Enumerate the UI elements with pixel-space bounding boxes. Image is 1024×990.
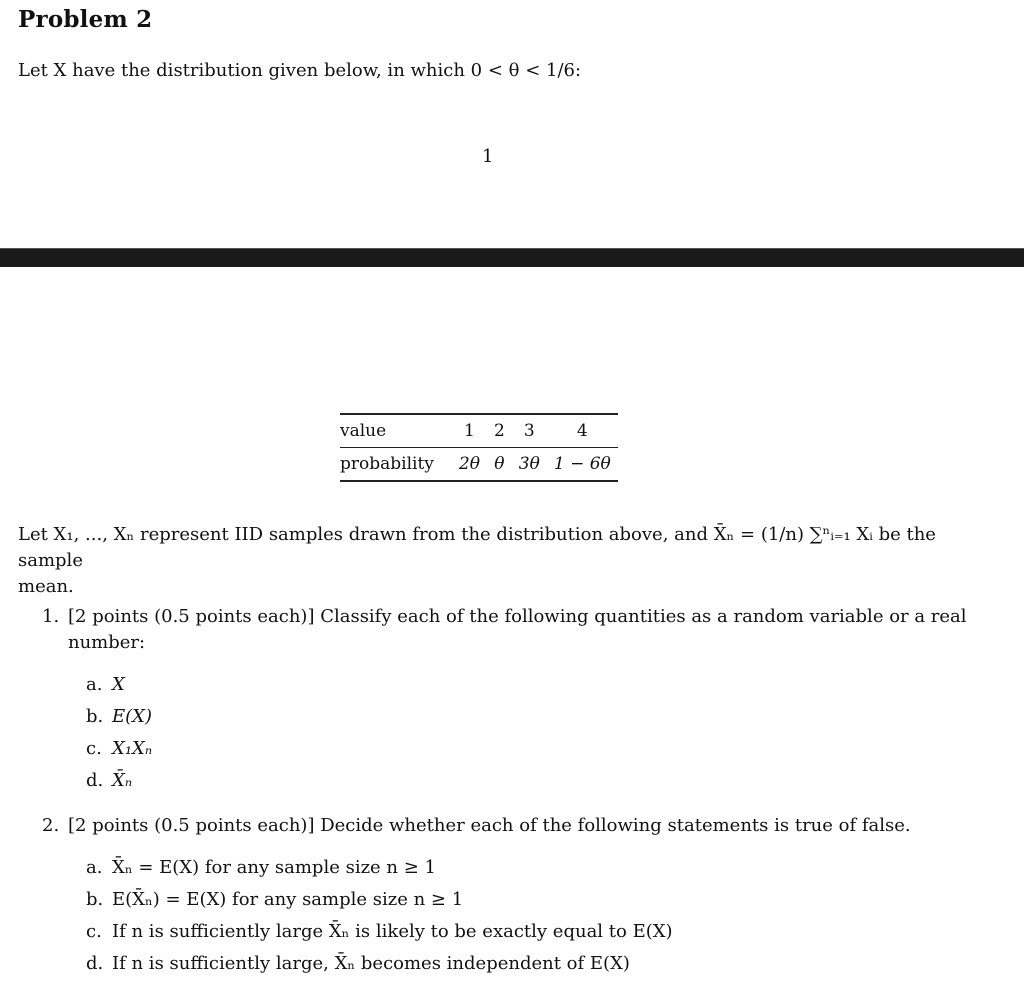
item-text: X̄ₙ [112,770,133,791]
list-item [86,738,152,759]
table-prob-cell: 3θ [518,454,540,474]
item-letter: a. [86,857,103,878]
table-prob-cell: 1 − 6θ [553,454,611,474]
list-item [86,953,630,974]
list-item [86,770,132,791]
setup-line: mean. [18,576,74,597]
list-item [86,706,152,727]
table-row [340,414,618,448]
table-prob-cell: 2θ [458,454,480,474]
item-text: X [112,674,125,695]
setup-paragraph [18,522,978,600]
table-prob-cell: θ [494,454,505,474]
item-text: X₁Xₙ [112,738,153,759]
problem-title: Problem 2 [18,6,153,33]
page-number: 1 [482,146,494,167]
item-text: E(X̄ₙ) = E(X) for any sample size n ≥ 1 [112,889,464,910]
item-text: If n is sufficiently large X̄ₙ is likely to be exactly equal to E(X) [112,921,673,942]
item-text: X̄ₙ = E(X) for any sample size n ≥ 1 [112,857,436,878]
table-value-cell: 2 [487,414,512,448]
list-item [86,921,673,942]
table-prob-label: probability [340,454,434,474]
list-item [86,857,436,878]
table-header-label: value [340,414,452,448]
question-number: 1. [42,606,60,627]
item-letter: b. [86,706,104,727]
table-row [340,448,618,482]
item-text: E(X) [112,706,152,727]
item-letter: d. [86,770,104,791]
table-value-cell: 1 [452,414,487,448]
page-separator-band [0,248,1024,267]
setup-line: Let X₁, ..., Xₙ represent IID samples drawn from the distribution above, and X̄ₙ = (1/n) ∑ⁿᵢ₌₁ Xᵢ be the sample [18,524,936,571]
list-item [86,674,125,695]
question-text: [2 points (0.5 points each)] Classify each of the following quantities as a random variable or a real [68,606,967,627]
question-text: [2 points (0.5 points each)] Decide whether each of the following statements is true of false. [68,815,911,836]
question-2 [42,813,972,839]
question-number: 2. [42,815,60,836]
question-1 [42,604,972,656]
list-item [86,889,463,910]
item-letter: a. [86,674,103,695]
table-value-cell: 4 [547,414,618,448]
question-text-continued: number: [68,632,146,653]
item-text: If n is sufficiently large, X̄ₙ becomes independent of E(X) [112,953,630,974]
item-letter: d. [86,953,104,974]
distribution-table [340,413,618,482]
table-value-cell: 3 [512,414,547,448]
item-letter: c. [86,738,102,759]
item-letter: c. [86,921,102,942]
item-letter: b. [86,889,104,910]
problem-intro: Let X have the distribution given below, in which 0 < θ < 1/6: [18,60,582,81]
